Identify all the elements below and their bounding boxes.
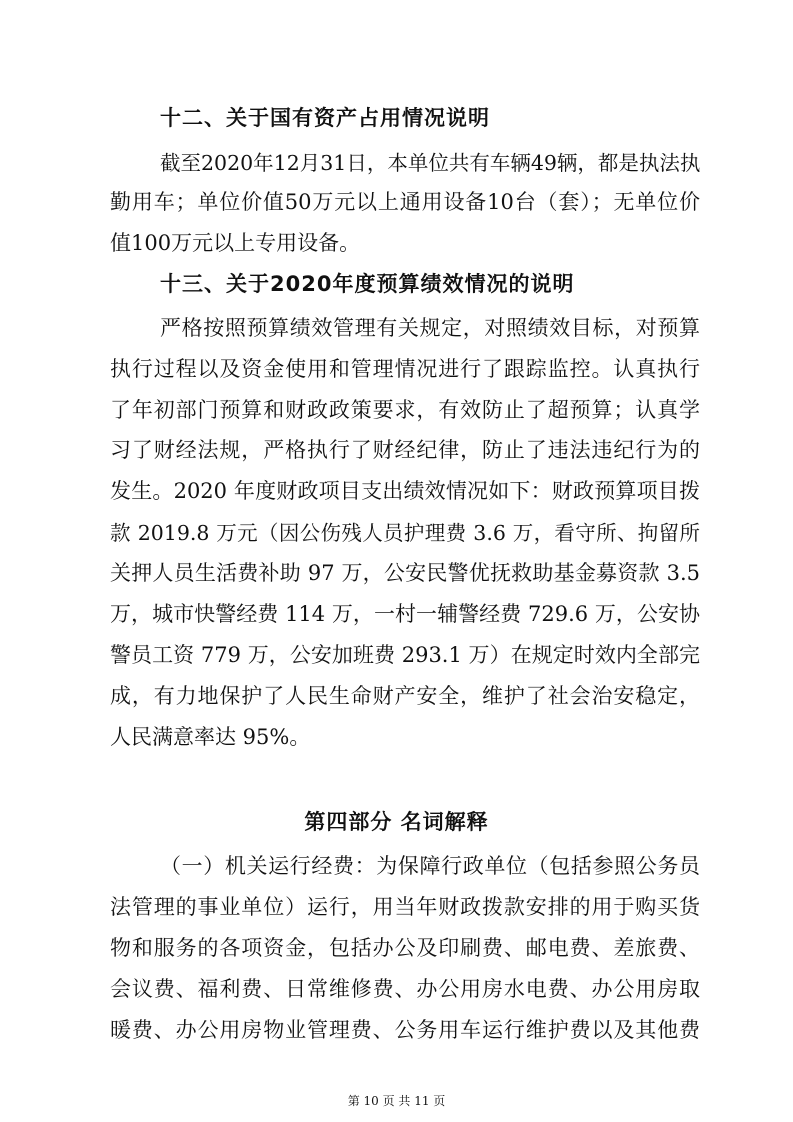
section13-line-2: 执行过程以及资金使用和管理情况进行了跟踪监控。认真执行 <box>110 357 700 381</box>
section12-line-2: 勤用车；单位价值50万元以上通用设备10台（套）；无单位价 <box>110 190 700 214</box>
part4-line-1: （一）机关运行经费：为保障行政单位（包括参照公务员 <box>160 854 700 878</box>
part4-line-4: 会议费、福利费、日常维修费、办公用房水电费、办公用房取 <box>110 977 700 1001</box>
section13-line-5: 发生。2020 年度财政项目支出绩效情况如下：财政预算项目拨 <box>110 479 700 503</box>
section13-line-11: 人民满意率达 95%。 <box>110 725 311 749</box>
part4-line-2: 法管理的事业单位）运行，用当年财政拨款安排的用于购买货 <box>110 895 700 919</box>
section13-line-3: 了年初部门预算和财政政策要求，有效防止了超预算；认真学 <box>110 398 700 422</box>
section13-line-1: 严格按照预算绩效管理有关规定，对照绩效目标，对预算 <box>160 316 700 340</box>
section13-line-6: 款 2019.8 万元（因公伤残人员护理费 3.6 万，看守所、拘留所 <box>110 521 700 545</box>
section12-heading: 十二、关于国有资产占用情况说明 <box>160 106 490 130</box>
section12-line-1: 截至2020年12月31日，本单位共有车辆49辆，都是执法执 <box>160 151 701 175</box>
part4-line-3: 物和服务的各项资金，包括办公及印刷费、邮电费、差旅费、 <box>110 936 700 960</box>
section13-line-10: 成，有力地保护了人民生命财产安全，维护了社会治安稳定， <box>110 684 700 708</box>
page-number: 第 10 页 共 11 页 <box>347 1094 446 1108</box>
section13-heading: 十三、关于2020年度预算绩效情况的说明 <box>160 272 575 296</box>
part4-line-5: 暖费、办公用房物业管理费、公务用车运行维护费以及其他费 <box>110 1018 700 1042</box>
part4-title: 第四部分 名词解释 <box>304 810 489 834</box>
section13-line-8: 万，城市快警经费 114 万，一村一辅警经费 729.6 万，公安协 <box>110 602 700 626</box>
section13-line-4: 习了财经法规，严格执行了财经纪律，防止了违法违纪行为的 <box>110 438 700 462</box>
section13-line-7: 关押人员生活费补助 97 万，公安民警优抚救助基金募资款 3.5 <box>110 561 700 585</box>
section13-line-9: 警员工资 779 万，公安加班费 293.1 万）在规定时效内全部完 <box>110 643 700 667</box>
section12-line-3: 值100万元以上专用设备。 <box>110 231 361 255</box>
